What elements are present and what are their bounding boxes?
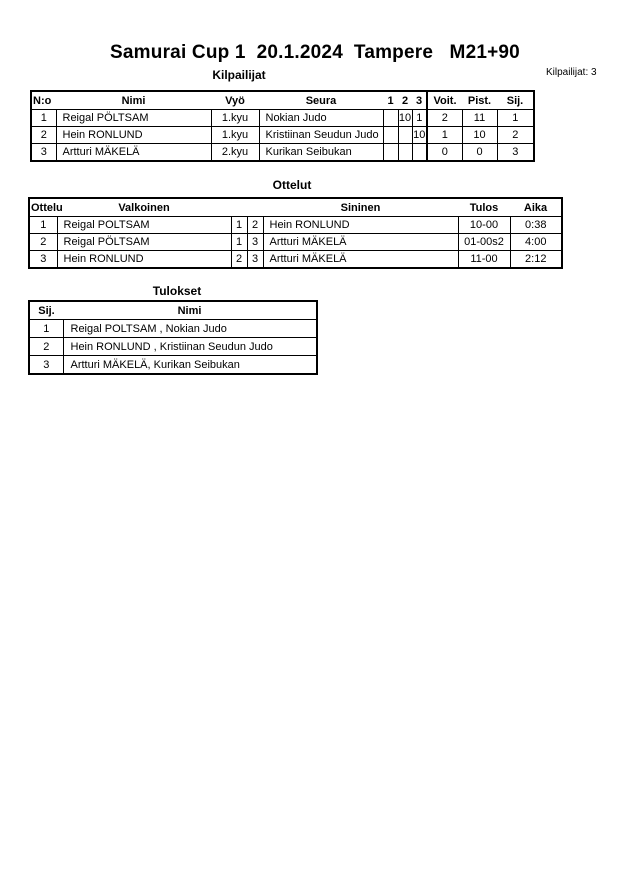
col-header-pist: Pist.: [462, 91, 497, 110]
table-row: [29, 251, 562, 269]
cell-score-3: 10: [412, 127, 427, 144]
cell-white-name: Hein RONLUND: [57, 251, 231, 269]
table-row: [29, 234, 562, 251]
cell-seura: Nokian Judo: [259, 110, 383, 127]
cell-blue-name: Artturi MÄKELÄ: [263, 234, 458, 251]
cell-result: 01-00s2: [458, 234, 510, 251]
cell-time: 0:38: [510, 217, 562, 234]
cell-name-club: Artturi MÄKELÄ, Kurikan Seibukan: [63, 356, 317, 375]
cell-vyo: 2.kyu: [211, 144, 259, 162]
cell-match-no: 3: [29, 251, 57, 269]
cell-place: 2: [29, 338, 63, 356]
cell-blue-name: Hein RONLUND: [263, 217, 458, 234]
cell-blue-name: Artturi MÄKELÄ: [263, 251, 458, 269]
col-header-no: N:o: [31, 91, 56, 110]
cell-white-name: Reigal PÖLTSAM: [57, 234, 231, 251]
header-row: [31, 91, 534, 110]
cell-blue-num: 3: [247, 234, 263, 251]
cell-sij: 2: [497, 127, 534, 144]
tulokset-table: [28, 300, 318, 375]
table-row: [31, 127, 534, 144]
cell-vyo: 1.kyu: [211, 110, 259, 127]
cell-score-2: [398, 144, 412, 162]
cell-match-no: 2: [29, 234, 57, 251]
ottelut-table: [28, 197, 563, 269]
header-row: [29, 198, 562, 217]
ottelut-heading: Ottelut: [272, 178, 312, 192]
table-row: [29, 356, 317, 375]
competitors-count: Kilpailijat: 3: [546, 67, 597, 78]
col-header-sij: Sij.: [29, 301, 63, 320]
cell-sij: 3: [497, 144, 534, 162]
cell-result: 10-00: [458, 217, 510, 234]
col-header-2: 2: [398, 91, 412, 110]
page-title: Samurai Cup 1 20.1.2024 Tampere M21+90: [110, 42, 520, 63]
cell-nimi: Reigal PÖLTSAM: [56, 110, 211, 127]
col-header-seura: Seura: [259, 91, 383, 110]
col-header-nimi: Nimi: [56, 91, 211, 110]
col-header-vyo: Vyö: [211, 91, 259, 110]
col-header-sij: Sij.: [497, 91, 534, 110]
cell-score-2: [398, 127, 412, 144]
cell-voit: 2: [427, 110, 462, 127]
col-header-valkoinen: Valkoinen: [57, 198, 231, 217]
cell-vyo: 1.kyu: [211, 127, 259, 144]
cell-score-3: 1: [412, 110, 427, 127]
cell-blue-num: 2: [247, 217, 263, 234]
cell-score-2: 10: [398, 110, 412, 127]
cell-score-3: [412, 144, 427, 162]
cell-white-num: 1: [231, 234, 247, 251]
cell-no: 3: [31, 144, 56, 162]
kilpailijat-table: [30, 90, 535, 162]
table-row: [31, 110, 534, 127]
cell-nimi: Artturi MÄKELÄ: [56, 144, 211, 162]
col-header-snum: [247, 198, 263, 217]
col-header-tulos: Tulos: [458, 198, 510, 217]
cell-white-num: 1: [231, 217, 247, 234]
col-header-aika: Aika: [510, 198, 562, 217]
cell-score-1: [383, 127, 398, 144]
cell-nimi: Hein RONLUND: [56, 127, 211, 144]
table-row: [29, 338, 317, 356]
table-row: [29, 320, 317, 338]
cell-sij: 1: [497, 110, 534, 127]
table-row: [29, 217, 562, 234]
cell-match-no: 1: [29, 217, 57, 234]
cell-name-club: Hein RONLUND , Kristiinan Seudun Judo: [63, 338, 317, 356]
cell-place: 3: [29, 356, 63, 375]
cell-time: 2:12: [510, 251, 562, 269]
kilpailijat-heading: Kilpailijat: [212, 68, 266, 82]
col-header-3: 3: [412, 91, 427, 110]
cell-pist: 0: [462, 144, 497, 162]
col-header-vnum: [231, 198, 247, 217]
cell-blue-num: 3: [247, 251, 263, 269]
cell-time: 4:00: [510, 234, 562, 251]
cell-seura: Kurikan Seibukan: [259, 144, 383, 162]
cell-no: 1: [31, 110, 56, 127]
cell-score-1: [383, 110, 398, 127]
cell-voit: 0: [427, 144, 462, 162]
cell-place: 1: [29, 320, 63, 338]
col-header-sininen: Sininen: [263, 198, 458, 217]
col-header-ottelu: Ottelu: [29, 198, 57, 217]
cell-name-club: Reigal POLTSAM , Nokian Judo: [63, 320, 317, 338]
cell-result: 11-00: [458, 251, 510, 269]
cell-seura: Kristiinan Seudun Judo: [259, 127, 383, 144]
cell-white-name: Reigal POLTSAM: [57, 217, 231, 234]
col-header-1: 1: [383, 91, 398, 110]
cell-white-num: 2: [231, 251, 247, 269]
cell-pist: 10: [462, 127, 497, 144]
table-row: [31, 144, 534, 162]
col-header-nimi: Nimi: [63, 301, 317, 320]
cell-pist: 11: [462, 110, 497, 127]
tulokset-heading: Tulokset: [152, 284, 202, 298]
header-row: [29, 301, 317, 320]
cell-score-1: [383, 144, 398, 162]
col-header-voit: Voit.: [427, 91, 462, 110]
cell-no: 2: [31, 127, 56, 144]
cell-voit: 1: [427, 127, 462, 144]
